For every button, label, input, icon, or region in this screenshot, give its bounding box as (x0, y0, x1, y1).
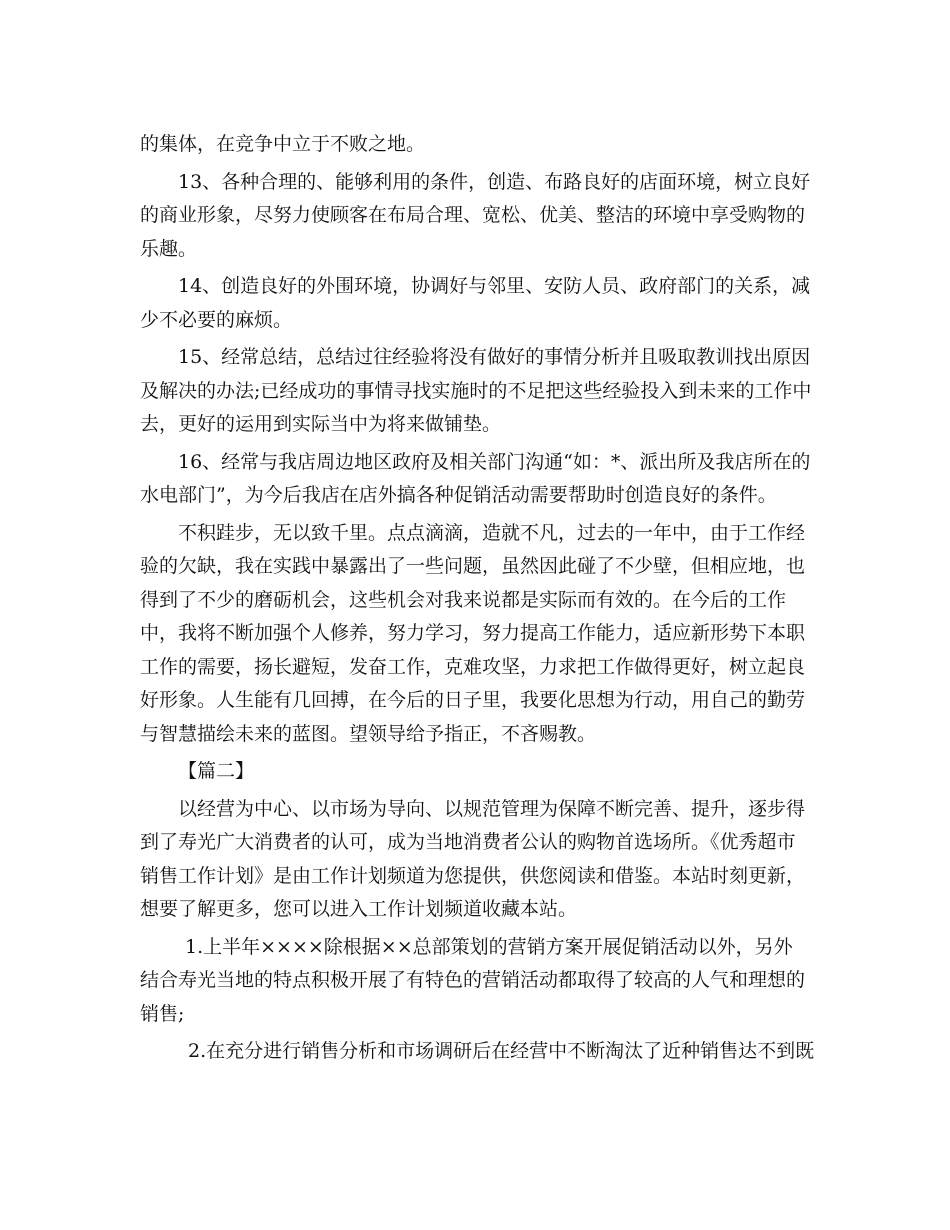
text-line: 少不必要的麻烦。 (140, 308, 293, 331)
text-line: 及解决的办法;已经成功的事情寻找实施时的不足把这些经验投入到未来的工作中 (140, 379, 812, 402)
text-line: 工作的需要，扬长避短，发奋工作，克难攻坚，力求把工作做得更好，树立起良 (140, 655, 806, 678)
paragraph-item-15 (140, 341, 812, 442)
text-line: 15、经常总结，总结过往经验将没有做好的事情分析并且吸取教训找出原因 (178, 346, 811, 368)
paragraph-item-14 (140, 270, 812, 337)
text-line: 好形象。人生能有几回搏，在今后的日子里，我要化思想为行动，用自己的勤劳 (140, 689, 806, 711)
text-line: 乐趣。 (140, 237, 198, 260)
text-line: 14、创造良好的外围环境，协调好与邻里、安防人员、政府部门的关系，减 (178, 275, 811, 297)
text-line: 1.上半年××××除根据××总部策划的营销方案开展促销活动以外，另外 (185, 935, 793, 958)
paragraph-item-16 (140, 446, 812, 513)
paragraph-point-2 (140, 1035, 815, 1069)
paragraph-continuation (140, 128, 812, 162)
text-line: 得到了不少的磨砺机会，这些机会对我来说都是实际而有效的。在今后的工作 (140, 588, 787, 611)
text-line: 结合寿光当地的特点积极开展了有特色的营销活动都取得了较高的人气和理想的 (140, 969, 806, 991)
text-line: 中，我将不断加强个人修养，努力学习，努力提高工作能力，适应新形势下本职 (140, 622, 806, 644)
text-line: 2.在充分进行销售分析和市场调研后在经营中不断淘汰了近种销售达不到既 (188, 1040, 815, 1062)
document-body (140, 128, 815, 1073)
text-line: 验的欠缺，我在实践中暴露出了一些问题，虽然因此碰了不少壁，但相应地，也 (140, 555, 806, 577)
text-line: 销售; (140, 1002, 185, 1025)
text-line: 以经营为中心、以市场为导向、以规范管理为保障不断完善、提升，逐步得 (178, 797, 806, 820)
text-line: 的集体，在竞争中立于不败之地。 (140, 133, 426, 155)
text-line: 想要了解更多，您可以进入工作计划频道收藏本站。 (140, 898, 578, 920)
paragraph-item-13 (140, 166, 812, 267)
text-line: 与智慧描绘未来的蓝图。望领导给予指正，不吝赐教。 (140, 722, 597, 745)
section-heading (140, 755, 812, 789)
text-line: 不积跬步，无以致千里。点点滴滴，造就不凡，过去的一年中，由于工作经 (178, 521, 806, 544)
text-line: 去，更好的运用到实际当中为将来做铺垫。 (140, 413, 502, 435)
text-line: 13、各种合理的、能够利用的条件，创造、布路良好的店面环境，树立良好 (178, 170, 811, 193)
text-line: 的商业形象，尽努力使顾客在布局合理、宽松、优美、整洁的环境中享受购物的 (140, 204, 806, 226)
paragraph-conclusion (140, 517, 812, 752)
paragraph-intro (140, 793, 812, 927)
text-line: 销售工作计划》是由工作计划频道为您提供，供您阅读和借鉴。本站时刻更新， (140, 864, 806, 887)
text-line: 16、经常与我店周边地区政府及相关部门沟通“如：*、派出所及我店所在的 (178, 450, 811, 473)
text-line: 到了寿光广大消费者的认可，成为当地消费者公认的购物首选场所。《优秀超市 (140, 831, 796, 853)
text-line: 水电部门”，为今后我店在店外搞各种促销活动需要帮助时创造良好的条件。 (140, 484, 777, 506)
paragraph-point-1 (140, 931, 812, 1032)
section-title: 【篇二】 (178, 760, 255, 782)
